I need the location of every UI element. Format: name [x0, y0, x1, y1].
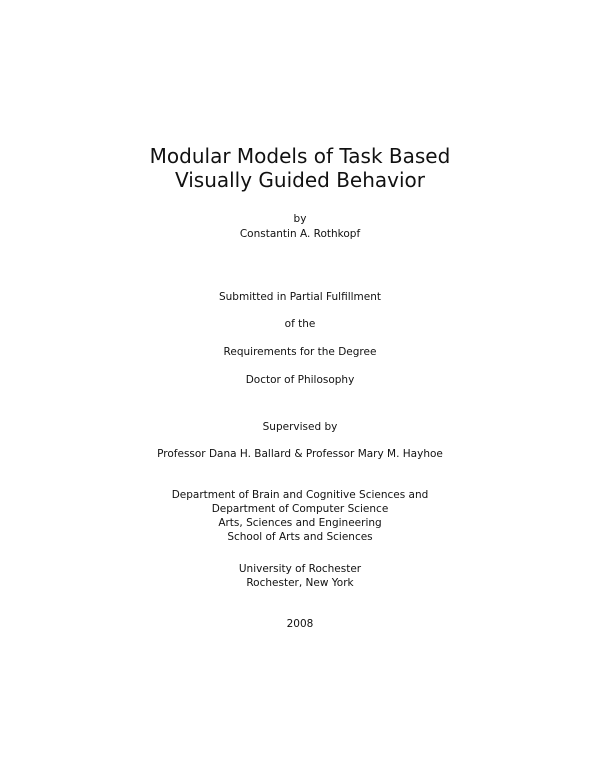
- submission-line-1: Submitted in Partial Fulfillment: [218, 291, 382, 303]
- degree-name: Doctor of Philosophy: [245, 374, 355, 386]
- submission-line-3: Requirements for the Degree: [223, 346, 377, 358]
- supervisors: Professor Dana H. Ballard & Professor Mary M. Hayhoe: [157, 448, 443, 460]
- year: 2008: [286, 618, 314, 630]
- department-line-2: Department of Computer Science: [211, 503, 389, 515]
- author-name: Constantin A. Rothkopf: [239, 228, 361, 240]
- by-label: by: [293, 213, 307, 225]
- university-name: University of Rochester: [238, 563, 362, 575]
- thesis-title-line-2: Visually Guided Behavior: [174, 168, 426, 192]
- supervised-by-label: Supervised by: [262, 421, 338, 433]
- university-location: Rochester, New York: [246, 577, 354, 589]
- department-line-1: Department of Brain and Cognitive Sciences and: [171, 489, 429, 501]
- department-line-4: School of Arts and Sciences: [227, 531, 373, 543]
- submission-line-2: of the: [284, 318, 316, 330]
- thesis-title-line-1: Modular Models of Task Based: [149, 144, 451, 168]
- department-line-3: Arts, Sciences and Engineering: [218, 517, 382, 529]
